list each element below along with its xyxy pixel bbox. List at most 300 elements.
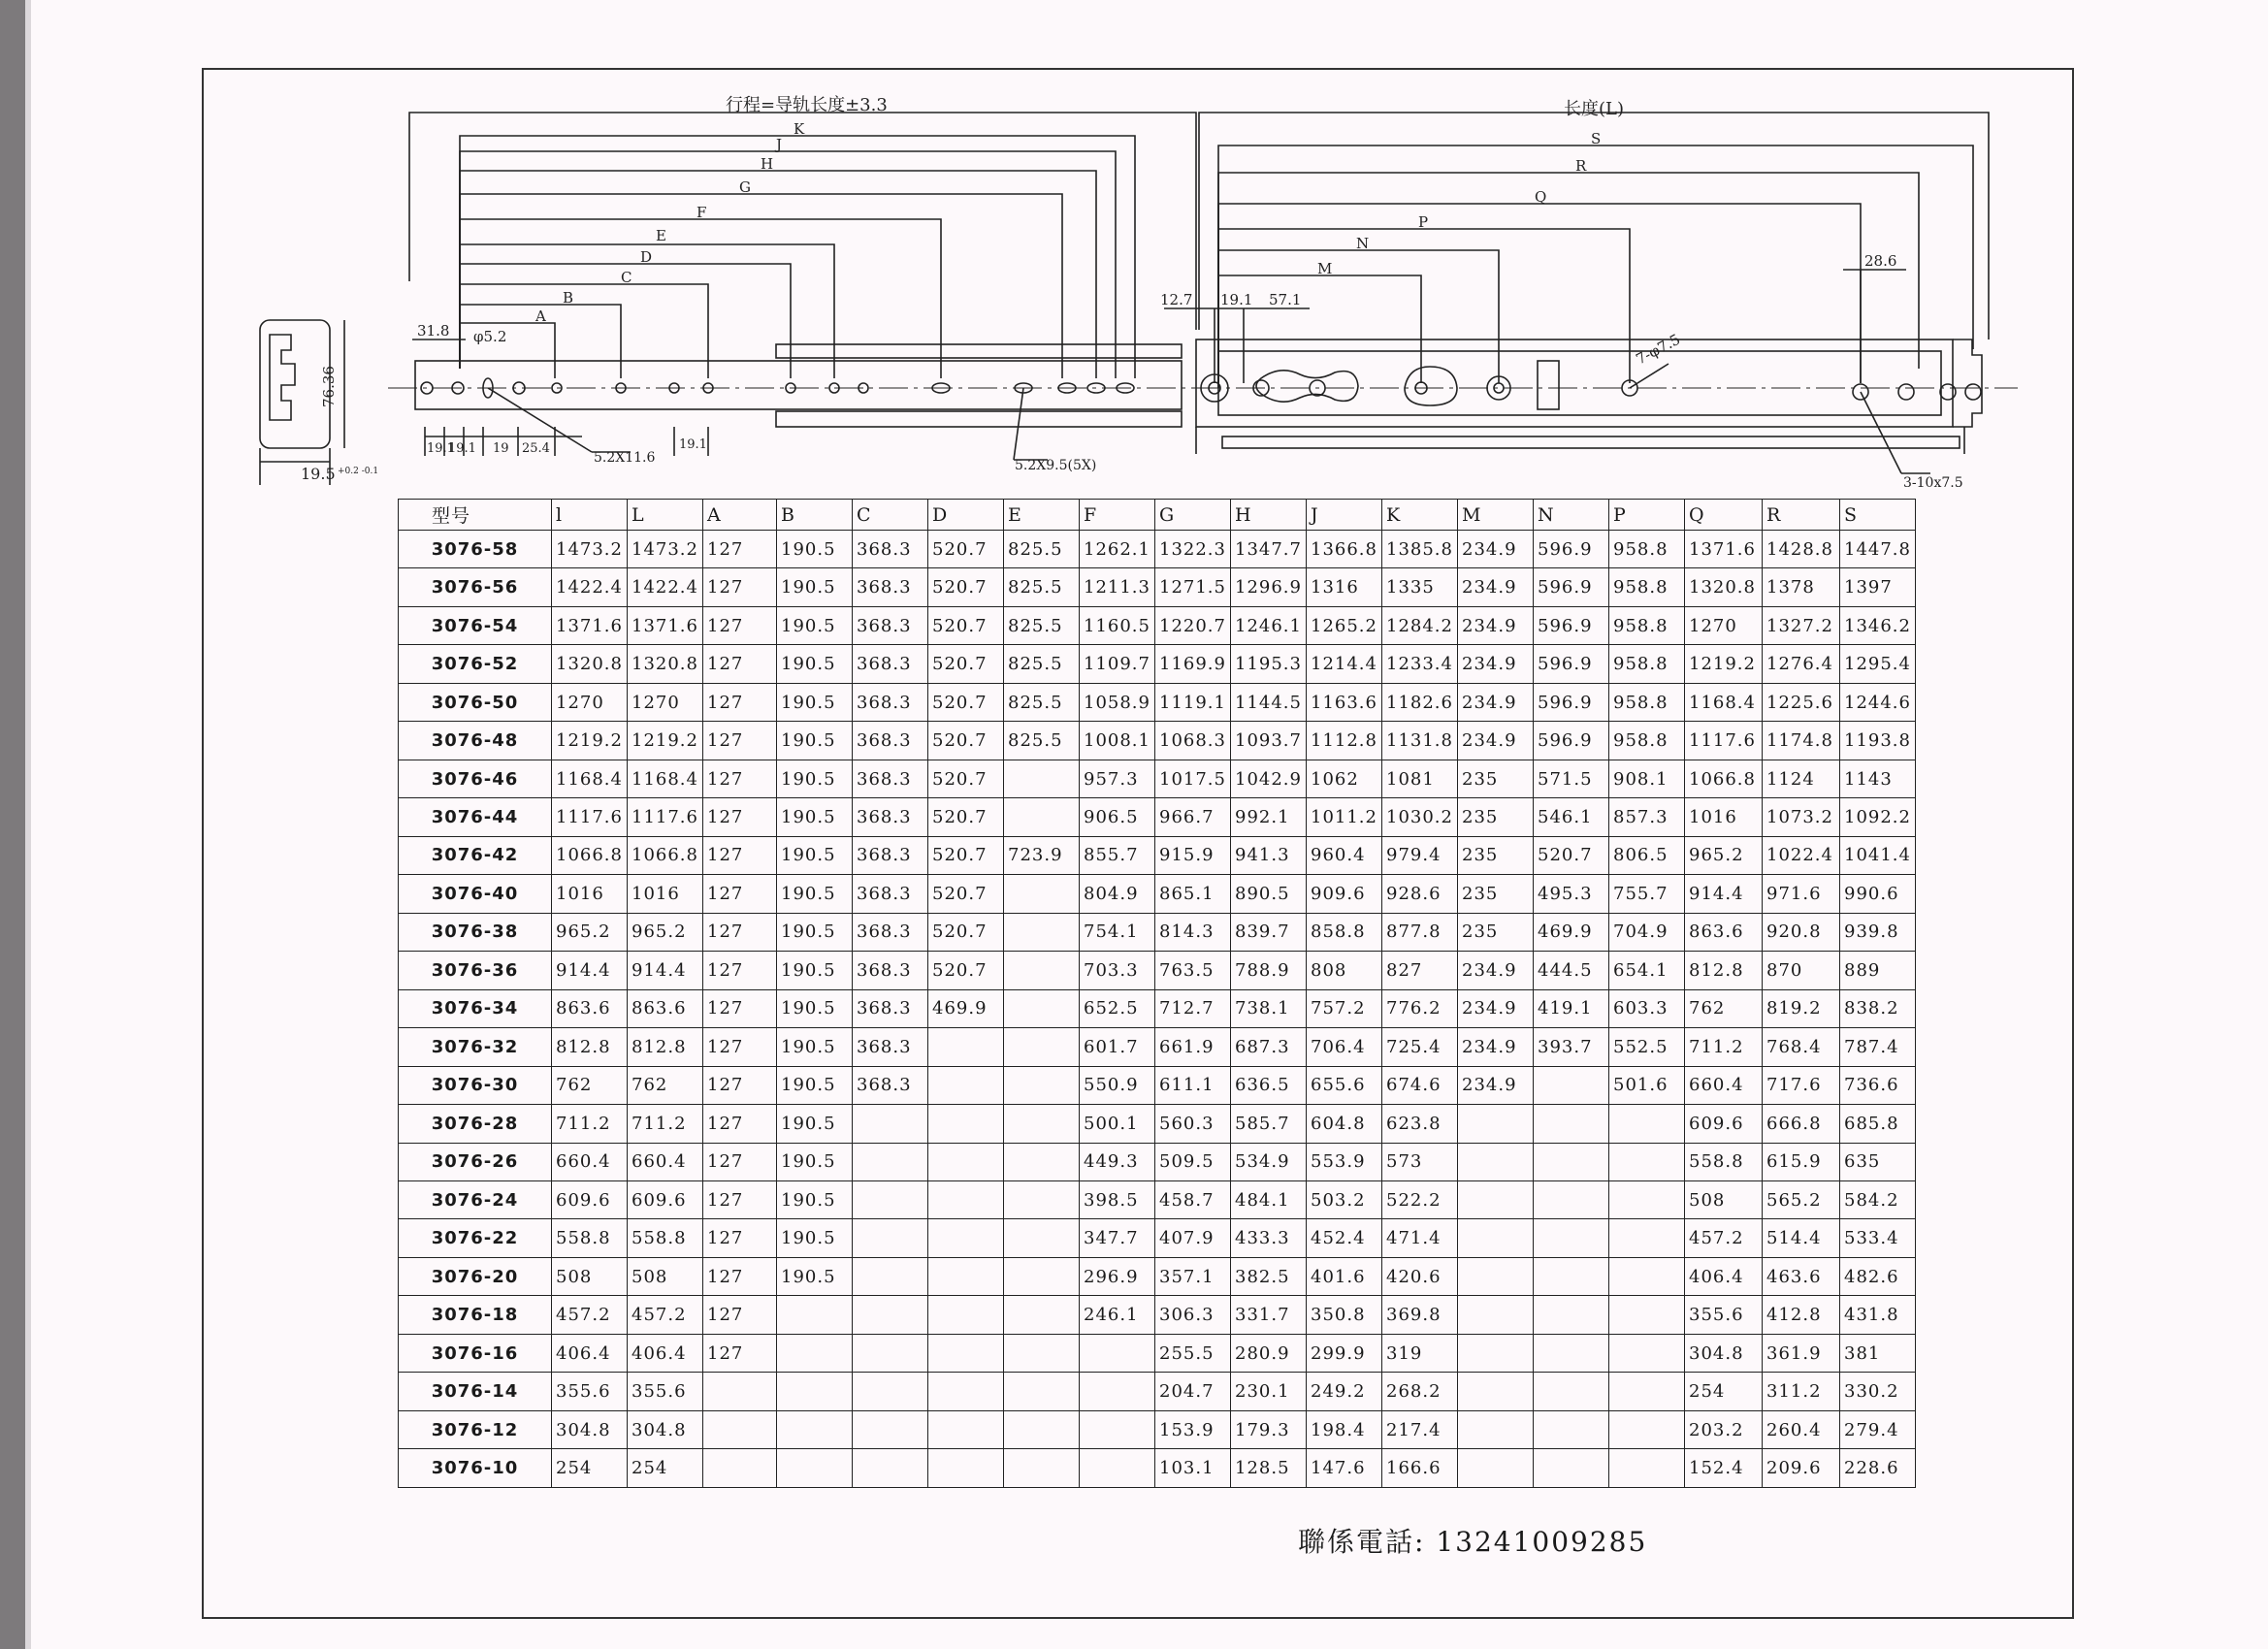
table-cell	[1458, 1219, 1534, 1257]
table-cell: 1143	[1840, 760, 1916, 797]
table-cell: 966.7	[1155, 798, 1231, 836]
table-cell: 825.5	[1004, 722, 1080, 760]
table-cell: 330.2	[1840, 1373, 1916, 1410]
table-cell: 560.3	[1155, 1105, 1231, 1143]
table-cell: 814.3	[1155, 913, 1231, 951]
table-cell: 469.9	[928, 989, 1004, 1027]
table-cell	[928, 1105, 1004, 1143]
table-row	[399, 606, 1916, 644]
table-cell: 520.7	[1534, 836, 1609, 874]
table-cell: 204.7	[1155, 1373, 1231, 1410]
model-cell: 3076-44	[399, 798, 552, 836]
table-cell: 500.1	[1080, 1105, 1155, 1143]
table-cell: 1117.6	[1685, 722, 1763, 760]
table-cell	[1609, 1180, 1685, 1218]
model-cell: 3076-26	[399, 1143, 552, 1180]
table-cell: 520.7	[928, 836, 1004, 874]
table-cell	[928, 1143, 1004, 1180]
table-cell: 941.3	[1231, 836, 1307, 874]
table-cell: 914.4	[628, 952, 703, 989]
table-cell: 558.8	[1685, 1143, 1763, 1180]
contact-label: 聯係電話:	[1298, 1526, 1426, 1558]
table-cell: 1320.8	[628, 645, 703, 683]
table-cell	[1004, 913, 1080, 951]
table-cell: 858.8	[1307, 913, 1382, 951]
table-cell	[1609, 1257, 1685, 1295]
table-cell: 992.1	[1231, 798, 1307, 836]
table-cell	[928, 1219, 1004, 1257]
table-cell: 1016	[628, 875, 703, 913]
table-cell: 660.4	[628, 1143, 703, 1180]
dim-label: φ5.2	[473, 328, 507, 345]
dim-label: H	[761, 155, 774, 173]
table-cell: 311.2	[1763, 1373, 1840, 1410]
table-cell: 704.9	[1609, 913, 1685, 951]
table-cell: 508	[552, 1257, 628, 1295]
table-row	[399, 1219, 1916, 1257]
table-cell	[1609, 1410, 1685, 1448]
table-cell: 520.7	[928, 722, 1004, 760]
table-cell: 127	[703, 875, 777, 913]
table-cell: 1131.8	[1382, 722, 1458, 760]
table-cell: 808	[1307, 952, 1382, 989]
table-cell: 190.5	[777, 989, 853, 1027]
table-cell: 279.4	[1840, 1410, 1916, 1448]
table-cell: 1042.9	[1231, 760, 1307, 797]
dim-label: S	[1591, 130, 1602, 147]
column-header: K	[1382, 500, 1458, 531]
dim-label: G	[739, 178, 751, 196]
table-cell: 419.1	[1534, 989, 1609, 1027]
table-cell: 1211.3	[1080, 568, 1155, 606]
table-cell: 636.5	[1231, 1066, 1307, 1104]
table-cell: 788.9	[1231, 952, 1307, 989]
table-cell: 909.6	[1307, 875, 1382, 913]
table-cell	[1004, 1180, 1080, 1218]
model-cell: 3076-22	[399, 1219, 552, 1257]
table-row	[399, 1410, 1916, 1448]
table-cell: 687.3	[1231, 1028, 1307, 1066]
table-cell: 666.8	[1763, 1105, 1840, 1143]
table-cell: 127	[703, 606, 777, 644]
dim-label: M	[1317, 260, 1333, 277]
table-cell: 520.7	[928, 913, 1004, 951]
table-cell: 870	[1763, 952, 1840, 989]
table-cell: 127	[703, 1105, 777, 1143]
dim-label: F	[697, 204, 707, 221]
table-cell: 596.9	[1534, 722, 1609, 760]
table-cell: 452.4	[1307, 1219, 1382, 1257]
table-cell: 235	[1458, 875, 1534, 913]
dim-label: 5.2X11.6	[594, 450, 656, 466]
table-cell	[1004, 952, 1080, 989]
model-cell: 3076-36	[399, 952, 552, 989]
table-cell: 234.9	[1458, 568, 1534, 606]
table-cell: 914.4	[552, 952, 628, 989]
table-cell: 711.2	[628, 1105, 703, 1143]
table-cell: 127	[703, 989, 777, 1027]
table-cell: 958.8	[1609, 531, 1685, 568]
column-header: S	[1840, 500, 1916, 531]
table-cell	[1609, 1296, 1685, 1334]
table-cell: 754.1	[1080, 913, 1155, 951]
table-cell: 179.3	[1231, 1410, 1307, 1448]
table-cell	[928, 1180, 1004, 1218]
table-cell: 127	[703, 1180, 777, 1218]
table-cell: 1119.1	[1155, 683, 1231, 721]
table-cell: 304.8	[552, 1410, 628, 1448]
column-header: B	[777, 500, 853, 531]
table-cell: 558.8	[552, 1219, 628, 1257]
table-cell: 1428.8	[1763, 531, 1840, 568]
table-cell: 1219.2	[1685, 645, 1763, 683]
table-cell: 398.5	[1080, 1180, 1155, 1218]
table-cell: 431.8	[1840, 1296, 1916, 1334]
table-cell	[853, 1180, 928, 1218]
table-cell: 1385.8	[1382, 531, 1458, 568]
table-cell	[1609, 1219, 1685, 1257]
contact-phone: 13241009285	[1436, 1526, 1648, 1558]
table-cell: 127	[703, 531, 777, 568]
table-row	[399, 798, 1916, 836]
table-cell: 1322.3	[1155, 531, 1231, 568]
length-label: 长度(L)	[1564, 99, 1624, 119]
table-row	[399, 568, 1916, 606]
table-cell: 839.7	[1231, 913, 1307, 951]
table-body	[399, 531, 1916, 1488]
table-cell: 565.2	[1763, 1180, 1840, 1218]
table-cell: 127	[703, 1143, 777, 1180]
stroke-label: 行程=导轨长度±3.3	[726, 95, 888, 115]
table-cell: 812.8	[552, 1028, 628, 1066]
table-cell: 234.9	[1458, 1066, 1534, 1104]
table-cell: 1092.2	[1840, 798, 1916, 836]
table-cell	[853, 1296, 928, 1334]
table-cell: 1011.2	[1307, 798, 1382, 836]
table-cell: 457.2	[552, 1296, 628, 1334]
table-cell: 1397	[1840, 568, 1916, 606]
table-row	[399, 683, 1916, 721]
table-cell: 508	[628, 1257, 703, 1295]
dim-label: 76.36	[320, 366, 338, 407]
table-cell: 520.7	[928, 531, 1004, 568]
dim-label: R	[1575, 157, 1587, 175]
table-cell: 1473.2	[552, 531, 628, 568]
table-cell: 444.5	[1534, 952, 1609, 989]
table-cell: 255.5	[1155, 1334, 1231, 1372]
table-cell: 958.8	[1609, 645, 1685, 683]
table-row	[399, 836, 1916, 874]
column-header: A	[703, 500, 777, 531]
table-cell: 368.3	[853, 952, 928, 989]
table-cell: 190.5	[777, 568, 853, 606]
table-cell: 768.4	[1763, 1028, 1840, 1066]
table-cell	[1609, 1143, 1685, 1180]
table-cell: 520.7	[928, 875, 1004, 913]
table-cell: 1160.5	[1080, 606, 1155, 644]
table-cell: 381	[1840, 1334, 1916, 1372]
table-cell: 1168.4	[1685, 683, 1763, 721]
table-cell: 350.8	[1307, 1296, 1382, 1334]
table-cell: 706.4	[1307, 1028, 1382, 1066]
table-cell: 965.2	[552, 913, 628, 951]
table-cell: 153.9	[1155, 1410, 1231, 1448]
table-cell: 757.2	[1307, 989, 1382, 1027]
table-cell: 368.3	[853, 606, 928, 644]
table-cell: 957.3	[1080, 760, 1155, 797]
model-cell: 3076-34	[399, 989, 552, 1027]
table-cell: 1062	[1307, 760, 1382, 797]
table-cell: 1244.6	[1840, 683, 1916, 721]
dim-label: 57.1	[1269, 291, 1302, 308]
table-cell: 661.9	[1155, 1028, 1231, 1066]
table-cell: 920.8	[1763, 913, 1840, 951]
table-cell: 1073.2	[1763, 798, 1840, 836]
table-cell	[853, 1449, 928, 1488]
column-header: D	[928, 500, 1004, 531]
table-cell: 495.3	[1534, 875, 1609, 913]
contact-info	[1298, 1521, 1647, 1560]
table-cell: 652.5	[1080, 989, 1155, 1027]
column-header: Q	[1685, 500, 1763, 531]
table-cell: 234.9	[1458, 989, 1534, 1027]
table-cell: 534.9	[1231, 1143, 1307, 1180]
table-cell: 484.1	[1231, 1180, 1307, 1218]
table-cell: 1081	[1382, 760, 1458, 797]
table-cell: 127	[703, 683, 777, 721]
table-cell: 296.9	[1080, 1257, 1155, 1295]
table-cell	[777, 1334, 853, 1372]
table-cell: 520.7	[928, 606, 1004, 644]
table-cell: 406.4	[1685, 1257, 1763, 1295]
table-cell: 825.5	[1004, 531, 1080, 568]
table-row	[399, 1180, 1916, 1218]
table-cell: 127	[703, 1028, 777, 1066]
table-cell: 762	[628, 1066, 703, 1104]
table-cell: 1371.6	[552, 606, 628, 644]
table-cell	[1458, 1449, 1534, 1488]
table-cell	[1609, 1373, 1685, 1410]
table-cell: 819.2	[1763, 989, 1840, 1027]
table-cell: 1124	[1763, 760, 1840, 797]
dim-label: J	[776, 136, 783, 153]
table-cell: 546.1	[1534, 798, 1609, 836]
table-cell	[853, 1219, 928, 1257]
table-cell: 906.5	[1080, 798, 1155, 836]
table-cell	[777, 1449, 853, 1488]
table-cell: 958.8	[1609, 606, 1685, 644]
table-cell: 127	[703, 1334, 777, 1372]
table-cell	[1458, 1257, 1534, 1295]
table-cell: 234.9	[1458, 683, 1534, 721]
table-cell	[928, 1296, 1004, 1334]
table-cell: 825.5	[1004, 683, 1080, 721]
table-cell: 449.3	[1080, 1143, 1155, 1180]
table-cell	[1458, 1334, 1534, 1372]
table-cell: 1316	[1307, 568, 1382, 606]
column-header: R	[1763, 500, 1840, 531]
table-cell: 857.3	[1609, 798, 1685, 836]
table-cell: 280.9	[1231, 1334, 1307, 1372]
table-cell: 190.5	[777, 798, 853, 836]
table-cell: 611.1	[1155, 1066, 1231, 1104]
table-cell: 908.1	[1609, 760, 1685, 797]
table-cell	[1080, 1334, 1155, 1372]
dim-label: K	[794, 120, 805, 138]
table-row	[399, 760, 1916, 797]
table-cell: 1270	[628, 683, 703, 721]
table-cell: 1016	[1685, 798, 1763, 836]
table-cell: 723.9	[1004, 836, 1080, 874]
table-cell: 1320.8	[552, 645, 628, 683]
table-cell: 806.5	[1609, 836, 1685, 874]
table-cell: 331.7	[1231, 1296, 1307, 1334]
table-cell: 712.7	[1155, 989, 1231, 1027]
table-cell: 469.9	[1534, 913, 1609, 951]
dim-label: 3-10x7.5	[1903, 475, 1963, 491]
table-cell: 246.1	[1080, 1296, 1155, 1334]
table-cell: 596.9	[1534, 683, 1609, 721]
table-cell: 890.5	[1231, 875, 1307, 913]
table-cell: 347.7	[1080, 1219, 1155, 1257]
table-cell: 522.2	[1382, 1180, 1458, 1218]
table-cell: 553.9	[1307, 1143, 1382, 1180]
table-cell	[1004, 1105, 1080, 1143]
table-cell	[1609, 1334, 1685, 1372]
table-cell: 368.3	[853, 836, 928, 874]
table-row	[399, 875, 1916, 913]
table-cell: 127	[703, 1296, 777, 1334]
table-cell	[1004, 1143, 1080, 1180]
table-cell	[1004, 989, 1080, 1027]
model-cell: 3076-54	[399, 606, 552, 644]
table-cell: 520.7	[928, 952, 1004, 989]
table-cell: 368.3	[853, 645, 928, 683]
table-cell: 463.6	[1763, 1257, 1840, 1295]
table-cell: 762	[552, 1066, 628, 1104]
table-cell: 736.6	[1840, 1066, 1916, 1104]
table-cell: 254	[628, 1449, 703, 1488]
table-cell: 958.8	[1609, 568, 1685, 606]
table-cell: 1041.4	[1840, 836, 1916, 874]
table-cell: 1066.8	[1685, 760, 1763, 797]
table-cell: 1347.7	[1231, 531, 1307, 568]
table-cell	[853, 1410, 928, 1448]
table-cell	[1534, 1373, 1609, 1410]
table-cell: 717.6	[1763, 1066, 1840, 1104]
table-cell: 127	[703, 913, 777, 951]
table-cell: 738.1	[1231, 989, 1307, 1027]
table-cell: 234.9	[1458, 531, 1534, 568]
dim-label: B	[563, 289, 574, 307]
table-cell	[928, 1449, 1004, 1488]
table-cell: 763.5	[1155, 952, 1231, 989]
table-cell: 1366.8	[1307, 531, 1382, 568]
model-cell: 3076-28	[399, 1105, 552, 1143]
table-cell: 1284.2	[1382, 606, 1458, 644]
model-cell: 3076-40	[399, 875, 552, 913]
table-cell: 928.6	[1382, 875, 1458, 913]
table-cell	[777, 1410, 853, 1448]
table-cell	[1458, 1373, 1534, 1410]
table-cell: 958.8	[1609, 722, 1685, 760]
dim-label: E	[656, 227, 666, 244]
table-cell: 368.3	[853, 531, 928, 568]
column-header: C	[853, 500, 928, 531]
table-cell: 1117.6	[628, 798, 703, 836]
table-cell: 1016	[552, 875, 628, 913]
table-cell: 235	[1458, 760, 1534, 797]
table-cell: 503.2	[1307, 1180, 1382, 1218]
table-cell: 235	[1458, 836, 1534, 874]
table-cell: 584.2	[1840, 1180, 1916, 1218]
table-cell: 209.6	[1763, 1449, 1840, 1488]
table-cell: 655.6	[1307, 1066, 1382, 1104]
table-cell: 660.4	[552, 1143, 628, 1180]
table-cell: 228.6	[1840, 1449, 1916, 1488]
table-cell: 609.6	[552, 1180, 628, 1218]
dim-label: C	[621, 269, 632, 286]
table-cell: 190.5	[777, 913, 853, 951]
table-cell: 520.7	[928, 568, 1004, 606]
table-cell: 235	[1458, 913, 1534, 951]
table-cell	[777, 1296, 853, 1334]
table-cell: 812.8	[1685, 952, 1763, 989]
table-cell	[1534, 1410, 1609, 1448]
table-cell: 1296.9	[1231, 568, 1307, 606]
table-cell: 585.7	[1231, 1105, 1307, 1143]
table-cell: 190.5	[777, 1219, 853, 1257]
table-cell: 865.1	[1155, 875, 1231, 913]
table-cell: 1168.4	[552, 760, 628, 797]
table-cell	[853, 1373, 928, 1410]
table-cell: 520.7	[928, 798, 1004, 836]
table-cell	[853, 1105, 928, 1143]
column-header: J	[1307, 500, 1382, 531]
table-cell: 1068.3	[1155, 722, 1231, 760]
table-cell	[928, 1066, 1004, 1104]
model-cell: 3076-42	[399, 836, 552, 874]
table-cell: 711.2	[552, 1105, 628, 1143]
dim-label: Q	[1535, 188, 1547, 206]
model-cell: 3076-20	[399, 1257, 552, 1295]
table-cell: 1058.9	[1080, 683, 1155, 721]
model-cell: 3076-52	[399, 645, 552, 683]
table-cell: 457.2	[1685, 1219, 1763, 1257]
table-cell: 1225.6	[1763, 683, 1840, 721]
dim-label: 19.1	[1220, 291, 1253, 308]
table-cell: 382.5	[1231, 1257, 1307, 1295]
table-cell: 190.5	[777, 1028, 853, 1066]
table-cell	[928, 1334, 1004, 1372]
table-cell: 971.6	[1763, 875, 1840, 913]
table-row	[399, 531, 1916, 568]
table-row	[399, 1334, 1916, 1372]
table-cell: 674.6	[1382, 1066, 1458, 1104]
table-cell: 260.4	[1763, 1410, 1840, 1448]
table-cell: 825.5	[1004, 568, 1080, 606]
dim-label: D	[640, 248, 653, 266]
table-cell: 299.9	[1307, 1334, 1382, 1372]
table-cell: 965.2	[1685, 836, 1763, 874]
table-cell: 654.1	[1609, 952, 1685, 989]
table-cell	[1004, 1410, 1080, 1448]
table-cell: 304.8	[1685, 1334, 1763, 1372]
table-cell	[703, 1449, 777, 1488]
table-cell: 863.6	[628, 989, 703, 1027]
table-cell	[853, 1257, 928, 1295]
table-cell: 234.9	[1458, 606, 1534, 644]
